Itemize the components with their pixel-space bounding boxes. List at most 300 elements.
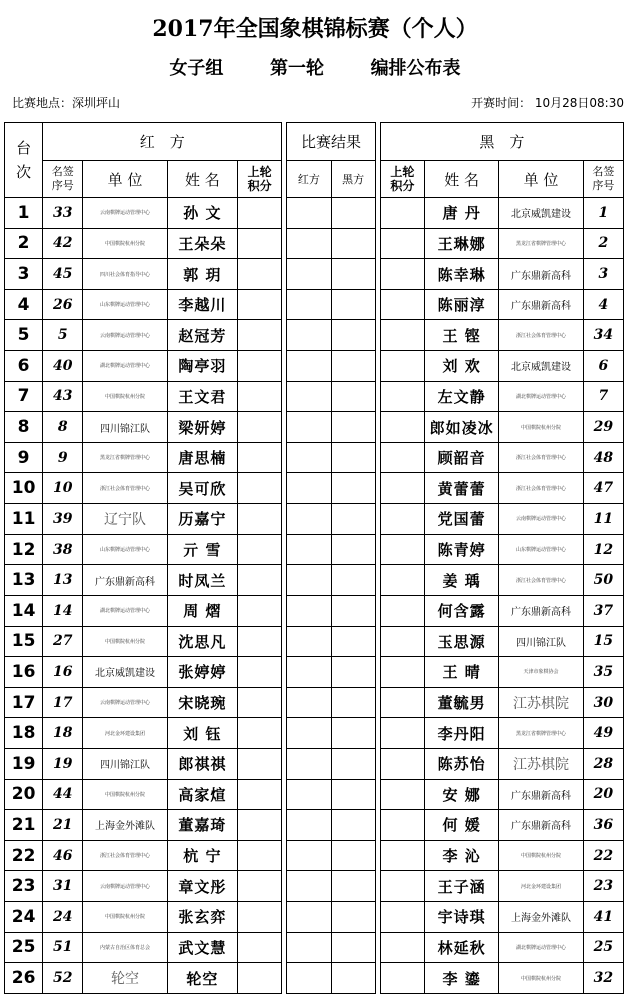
black-seed: 7 bbox=[583, 381, 623, 412]
table-no: 10 bbox=[5, 473, 43, 504]
red-name: 张婷婷 bbox=[167, 657, 237, 688]
black-name: 李 鎏 bbox=[424, 963, 498, 994]
red-prev-score bbox=[238, 902, 282, 933]
black-unit: 中国棋院杭州分院 bbox=[499, 412, 583, 443]
black-name: 安 娜 bbox=[424, 779, 498, 810]
result-red bbox=[287, 534, 331, 565]
black-prev-score bbox=[380, 963, 424, 994]
red-prev-score bbox=[238, 963, 282, 994]
red-seed: 10 bbox=[43, 473, 83, 504]
red-name: 高家煊 bbox=[167, 779, 237, 810]
table-no: 6 bbox=[5, 351, 43, 382]
table-row bbox=[5, 718, 624, 749]
red-seed: 5 bbox=[43, 320, 83, 351]
result-red bbox=[287, 504, 331, 535]
black-seed: 32 bbox=[583, 963, 623, 994]
black-prev-score bbox=[380, 289, 424, 320]
result-black bbox=[331, 504, 375, 535]
result-black bbox=[331, 412, 375, 443]
result-black bbox=[331, 473, 375, 504]
black-prev-score bbox=[380, 412, 424, 443]
red-unit: 广东鼎新高科 bbox=[83, 565, 167, 596]
pairing-table bbox=[4, 122, 624, 994]
black-seed: 4 bbox=[583, 289, 623, 320]
result-red bbox=[287, 902, 331, 933]
red-name: 杭 宁 bbox=[167, 840, 237, 871]
result-red bbox=[287, 748, 331, 779]
red-prev-score bbox=[238, 442, 282, 473]
result-black bbox=[331, 748, 375, 779]
black-prev-score bbox=[380, 810, 424, 841]
black-prev-score bbox=[380, 504, 424, 535]
black-unit: 黑龙江省棋牌管理中心 bbox=[499, 228, 583, 259]
red-seed: 40 bbox=[43, 351, 83, 382]
result-black bbox=[331, 289, 375, 320]
black-seed: 49 bbox=[583, 718, 623, 749]
table-row bbox=[5, 657, 624, 688]
table-row bbox=[5, 381, 624, 412]
black-seed: 6 bbox=[583, 351, 623, 382]
black-seed: 37 bbox=[583, 595, 623, 626]
result-black bbox=[331, 963, 375, 994]
black-unit: 广东鼎新高科 bbox=[499, 259, 583, 290]
black-name: 董毓男 bbox=[424, 687, 498, 718]
result-red bbox=[287, 381, 331, 412]
red-unit: 山东棋牌运动管理中心 bbox=[83, 534, 167, 565]
black-name: 刘 欢 bbox=[424, 351, 498, 382]
red-unit: 湖北棋牌运动管理中心 bbox=[83, 595, 167, 626]
red-name: 陶亭羽 bbox=[167, 351, 237, 382]
black-prev-score bbox=[380, 932, 424, 963]
black-unit: 湖北棋牌运动管理中心 bbox=[499, 932, 583, 963]
table-no: 14 bbox=[5, 595, 43, 626]
result-red bbox=[287, 320, 331, 351]
red-seed: 33 bbox=[43, 198, 83, 229]
red-seed: 18 bbox=[43, 718, 83, 749]
result-black bbox=[331, 595, 375, 626]
result-black bbox=[331, 259, 375, 290]
result-red bbox=[287, 718, 331, 749]
result-black bbox=[331, 840, 375, 871]
header-red-name: 姓 名 bbox=[167, 161, 237, 198]
result-red bbox=[287, 473, 331, 504]
black-seed: 50 bbox=[583, 565, 623, 596]
red-prev-score bbox=[238, 779, 282, 810]
black-seed: 36 bbox=[583, 810, 623, 841]
black-unit: 广东鼎新高科 bbox=[499, 595, 583, 626]
result-red bbox=[287, 779, 331, 810]
red-prev-score bbox=[238, 534, 282, 565]
header-table-no: 台次 bbox=[5, 123, 43, 198]
subtitle-label: 编排公布表 bbox=[370, 58, 461, 79]
red-seed: 38 bbox=[43, 534, 83, 565]
black-seed: 15 bbox=[583, 626, 623, 657]
table-row bbox=[5, 963, 624, 994]
black-seed: 28 bbox=[583, 748, 623, 779]
red-name: 宋晓琬 bbox=[167, 687, 237, 718]
result-red bbox=[287, 626, 331, 657]
result-black bbox=[331, 381, 375, 412]
red-unit: 四川社会体育指导中心 bbox=[83, 259, 167, 290]
table-no: 4 bbox=[5, 289, 43, 320]
red-unit: 云南棋牌运动管理中心 bbox=[83, 198, 167, 229]
black-name: 党国蕾 bbox=[424, 504, 498, 535]
black-unit: 浙江社会体育管理中心 bbox=[499, 473, 583, 504]
red-name: 唐思楠 bbox=[167, 442, 237, 473]
result-black bbox=[331, 320, 375, 351]
result-red bbox=[287, 351, 331, 382]
black-unit: 山东棋牌运动管理中心 bbox=[499, 534, 583, 565]
black-prev-score bbox=[380, 718, 424, 749]
table-row bbox=[5, 320, 624, 351]
table-row bbox=[5, 565, 624, 596]
red-prev-score bbox=[238, 810, 282, 841]
table-no: 21 bbox=[5, 810, 43, 841]
red-unit: 四川锦江队 bbox=[83, 748, 167, 779]
table-row bbox=[5, 932, 624, 963]
table-no: 20 bbox=[5, 779, 43, 810]
red-name: 赵冠芳 bbox=[167, 320, 237, 351]
black-unit: 浙江社会体育管理中心 bbox=[499, 442, 583, 473]
red-prev-score bbox=[238, 259, 282, 290]
black-name: 黄蕾蕾 bbox=[424, 473, 498, 504]
black-prev-score bbox=[380, 871, 424, 902]
black-unit: 云南棋牌运动管理中心 bbox=[499, 504, 583, 535]
black-name: 何含露 bbox=[424, 595, 498, 626]
red-name: 郎祺祺 bbox=[167, 748, 237, 779]
table-no: 18 bbox=[5, 718, 43, 749]
result-black bbox=[331, 228, 375, 259]
red-prev-score bbox=[238, 595, 282, 626]
table-no: 13 bbox=[5, 565, 43, 596]
black-name: 宇诗琪 bbox=[424, 902, 498, 933]
black-seed: 41 bbox=[583, 902, 623, 933]
red-name: 武文慧 bbox=[167, 932, 237, 963]
black-unit: 上海金外滩队 bbox=[499, 902, 583, 933]
black-unit: 中国棋院杭州分院 bbox=[499, 840, 583, 871]
black-unit: 浙江社会体育管理中心 bbox=[499, 565, 583, 596]
result-black bbox=[331, 718, 375, 749]
black-unit: 四川锦江队 bbox=[499, 626, 583, 657]
black-seed: 20 bbox=[583, 779, 623, 810]
red-name: 李越川 bbox=[167, 289, 237, 320]
black-seed: 22 bbox=[583, 840, 623, 871]
red-name: 董嘉琦 bbox=[167, 810, 237, 841]
black-prev-score bbox=[380, 259, 424, 290]
black-seed: 2 bbox=[583, 228, 623, 259]
header-black-seed: 名签序号 bbox=[583, 161, 623, 198]
result-red bbox=[287, 565, 331, 596]
red-unit: 中国棋院杭州分院 bbox=[83, 902, 167, 933]
red-name: 孙 文 bbox=[167, 198, 237, 229]
result-black bbox=[331, 565, 375, 596]
red-seed: 24 bbox=[43, 902, 83, 933]
black-prev-score bbox=[380, 657, 424, 688]
result-red bbox=[287, 412, 331, 443]
red-unit: 浙江社会体育管理中心 bbox=[83, 840, 167, 871]
red-seed: 26 bbox=[43, 289, 83, 320]
red-unit: 中国棋院杭州分院 bbox=[83, 626, 167, 657]
black-unit: 中国棋院杭州分院 bbox=[499, 963, 583, 994]
header-red-seed: 名签序号 bbox=[43, 161, 83, 198]
table-no: 8 bbox=[5, 412, 43, 443]
black-name: 王琳娜 bbox=[424, 228, 498, 259]
header-result: 比赛结果 bbox=[287, 123, 375, 161]
red-seed: 42 bbox=[43, 228, 83, 259]
table-no: 25 bbox=[5, 932, 43, 963]
black-prev-score bbox=[380, 748, 424, 779]
black-name: 顾韶音 bbox=[424, 442, 498, 473]
table-row bbox=[5, 840, 624, 871]
black-prev-score bbox=[380, 779, 424, 810]
red-unit: 上海金外滩队 bbox=[83, 810, 167, 841]
black-name: 王子涵 bbox=[424, 871, 498, 902]
red-prev-score bbox=[238, 565, 282, 596]
red-seed: 31 bbox=[43, 871, 83, 902]
table-row bbox=[5, 289, 624, 320]
black-unit: 江苏棋院 bbox=[499, 687, 583, 718]
black-seed: 48 bbox=[583, 442, 623, 473]
black-name: 玉思源 bbox=[424, 626, 498, 657]
black-prev-score bbox=[380, 473, 424, 504]
black-name: 李丹阳 bbox=[424, 718, 498, 749]
red-name: 刘 钰 bbox=[167, 718, 237, 749]
red-unit: 山东棋牌运动管理中心 bbox=[83, 289, 167, 320]
table-no: 19 bbox=[5, 748, 43, 779]
red-seed: 14 bbox=[43, 595, 83, 626]
black-unit: 河北金环建设集团 bbox=[499, 871, 583, 902]
result-red bbox=[287, 442, 331, 473]
black-seed: 25 bbox=[583, 932, 623, 963]
table-no: 9 bbox=[5, 442, 43, 473]
red-seed: 16 bbox=[43, 657, 83, 688]
result-black bbox=[331, 198, 375, 229]
table-no: 17 bbox=[5, 687, 43, 718]
header-black-prev-score: 上轮积分 bbox=[380, 161, 424, 198]
black-seed: 30 bbox=[583, 687, 623, 718]
red-seed: 44 bbox=[43, 779, 83, 810]
result-black bbox=[331, 932, 375, 963]
red-name: 沈思凡 bbox=[167, 626, 237, 657]
red-prev-score bbox=[238, 687, 282, 718]
red-unit: 辽宁队 bbox=[83, 504, 167, 535]
black-prev-score bbox=[380, 442, 424, 473]
table-no: 1 bbox=[5, 198, 43, 229]
black-prev-score bbox=[380, 381, 424, 412]
result-red bbox=[287, 687, 331, 718]
black-prev-score bbox=[380, 595, 424, 626]
red-unit: 轮空 bbox=[83, 963, 167, 994]
red-prev-score bbox=[238, 748, 282, 779]
black-unit: 浙江社会体育管理中心 bbox=[499, 320, 583, 351]
red-name: 轮空 bbox=[167, 963, 237, 994]
result-red bbox=[287, 259, 331, 290]
black-prev-score bbox=[380, 198, 424, 229]
header-black-name: 姓 名 bbox=[424, 161, 498, 198]
black-prev-score bbox=[380, 902, 424, 933]
table-no: 11 bbox=[5, 504, 43, 535]
red-unit: 内蒙古自治区体育总会 bbox=[83, 932, 167, 963]
red-unit: 中国棋院杭州分院 bbox=[83, 381, 167, 412]
red-name: 周 熠 bbox=[167, 595, 237, 626]
table-row bbox=[5, 351, 624, 382]
red-name: 张玄弈 bbox=[167, 902, 237, 933]
black-seed: 3 bbox=[583, 259, 623, 290]
result-red bbox=[287, 198, 331, 229]
red-seed: 46 bbox=[43, 840, 83, 871]
red-name: 王文君 bbox=[167, 381, 237, 412]
result-red bbox=[287, 228, 331, 259]
red-unit: 河北金环建设集团 bbox=[83, 718, 167, 749]
red-name: 时凤兰 bbox=[167, 565, 237, 596]
table-row bbox=[5, 779, 624, 810]
table-no: 7 bbox=[5, 381, 43, 412]
red-name: 郭 玥 bbox=[167, 259, 237, 290]
black-seed: 1 bbox=[583, 198, 623, 229]
table-row bbox=[5, 228, 624, 259]
result-black bbox=[331, 779, 375, 810]
red-prev-score bbox=[238, 228, 282, 259]
red-unit: 湖北棋牌运动管理中心 bbox=[83, 351, 167, 382]
red-prev-score bbox=[238, 198, 282, 229]
red-prev-score bbox=[238, 718, 282, 749]
black-unit: 北京威凯建设 bbox=[499, 351, 583, 382]
black-unit: 北京威凯建设 bbox=[499, 198, 583, 229]
black-name: 左文静 bbox=[424, 381, 498, 412]
table-no: 3 bbox=[5, 259, 43, 290]
black-prev-score bbox=[380, 687, 424, 718]
header-result-black: 黑方 bbox=[331, 161, 375, 198]
result-red bbox=[287, 595, 331, 626]
table-no: 5 bbox=[5, 320, 43, 351]
red-unit: 中国棋院杭州分院 bbox=[83, 228, 167, 259]
subtitle-group: 女子组 bbox=[169, 58, 224, 79]
table-row bbox=[5, 412, 624, 443]
table-row bbox=[5, 504, 624, 535]
table-row bbox=[5, 198, 624, 229]
red-seed: 13 bbox=[43, 565, 83, 596]
black-unit: 黑龙江省棋牌管理中心 bbox=[499, 718, 583, 749]
black-prev-score bbox=[380, 626, 424, 657]
red-name: 吴可欣 bbox=[167, 473, 237, 504]
black-prev-score bbox=[380, 320, 424, 351]
red-prev-score bbox=[238, 320, 282, 351]
header-result-red: 红方 bbox=[287, 161, 331, 198]
red-name: 王朵朵 bbox=[167, 228, 237, 259]
red-seed: 43 bbox=[43, 381, 83, 412]
table-row bbox=[5, 534, 624, 565]
red-name: 历嘉宁 bbox=[167, 504, 237, 535]
black-seed: 29 bbox=[583, 412, 623, 443]
black-unit: 天津市象棋协会 bbox=[499, 657, 583, 688]
black-name: 王 铿 bbox=[424, 320, 498, 351]
red-unit: 云南棋牌运动管理中心 bbox=[83, 871, 167, 902]
red-seed: 45 bbox=[43, 259, 83, 290]
table-row bbox=[5, 473, 624, 504]
black-name: 陈丽淳 bbox=[424, 289, 498, 320]
red-seed: 19 bbox=[43, 748, 83, 779]
red-unit: 北京威凯建设 bbox=[83, 657, 167, 688]
result-black bbox=[331, 626, 375, 657]
result-black bbox=[331, 657, 375, 688]
red-unit: 云南棋牌运动管理中心 bbox=[83, 687, 167, 718]
result-black bbox=[331, 687, 375, 718]
result-black bbox=[331, 871, 375, 902]
result-black bbox=[331, 534, 375, 565]
black-name: 郎如凌冰 bbox=[424, 412, 498, 443]
red-seed: 39 bbox=[43, 504, 83, 535]
black-seed: 47 bbox=[583, 473, 623, 504]
black-name: 李 沁 bbox=[424, 840, 498, 871]
black-seed: 34 bbox=[583, 320, 623, 351]
red-unit: 中国棋院杭州分院 bbox=[83, 779, 167, 810]
red-prev-score bbox=[238, 932, 282, 963]
table-no: 26 bbox=[5, 963, 43, 994]
result-red bbox=[287, 289, 331, 320]
header-red-unit: 单 位 bbox=[83, 161, 167, 198]
red-unit: 云南棋牌运动管理中心 bbox=[83, 320, 167, 351]
table-no: 23 bbox=[5, 871, 43, 902]
table-row bbox=[5, 810, 624, 841]
table-row bbox=[5, 871, 624, 902]
result-red bbox=[287, 840, 331, 871]
black-unit: 广东鼎新高科 bbox=[499, 810, 583, 841]
table-no: 16 bbox=[5, 657, 43, 688]
red-unit: 浙江社会体育管理中心 bbox=[83, 473, 167, 504]
black-unit: 江苏棋院 bbox=[499, 748, 583, 779]
black-seed: 35 bbox=[583, 657, 623, 688]
result-black bbox=[331, 902, 375, 933]
black-name: 唐 丹 bbox=[424, 198, 498, 229]
black-prev-score bbox=[380, 228, 424, 259]
red-name: 章文彤 bbox=[167, 871, 237, 902]
table-no: 22 bbox=[5, 840, 43, 871]
table-row bbox=[5, 687, 624, 718]
red-prev-score bbox=[238, 381, 282, 412]
table-no: 2 bbox=[5, 228, 43, 259]
black-seed: 12 bbox=[583, 534, 623, 565]
header-black-side: 黑 方 bbox=[380, 123, 623, 161]
black-name: 姜 瑀 bbox=[424, 565, 498, 596]
red-unit: 黑龙江省棋牌管理中心 bbox=[83, 442, 167, 473]
red-prev-score bbox=[238, 657, 282, 688]
black-prev-score bbox=[380, 351, 424, 382]
start-time-text: 开赛时间： 10月28日08:30 bbox=[471, 96, 624, 110]
red-prev-score bbox=[238, 289, 282, 320]
black-prev-score bbox=[380, 534, 424, 565]
black-unit: 广东鼎新高科 bbox=[499, 289, 583, 320]
red-seed: 27 bbox=[43, 626, 83, 657]
result-red bbox=[287, 963, 331, 994]
black-prev-score bbox=[380, 565, 424, 596]
venue-text: 比赛地点：深圳坪山 bbox=[12, 96, 121, 110]
result-black bbox=[331, 442, 375, 473]
red-name: 亓 雪 bbox=[167, 534, 237, 565]
black-seed: 23 bbox=[583, 871, 623, 902]
black-name: 王 晴 bbox=[424, 657, 498, 688]
table-no: 24 bbox=[5, 902, 43, 933]
red-prev-score bbox=[238, 351, 282, 382]
black-name: 陈青婷 bbox=[424, 534, 498, 565]
result-red bbox=[287, 810, 331, 841]
result-red bbox=[287, 871, 331, 902]
table-row bbox=[5, 748, 624, 779]
header-black-unit: 单 位 bbox=[499, 161, 583, 198]
black-seed: 11 bbox=[583, 504, 623, 535]
header-red-prev-score: 上轮积分 bbox=[238, 161, 282, 198]
black-name: 陈苏怡 bbox=[424, 748, 498, 779]
table-row bbox=[5, 442, 624, 473]
